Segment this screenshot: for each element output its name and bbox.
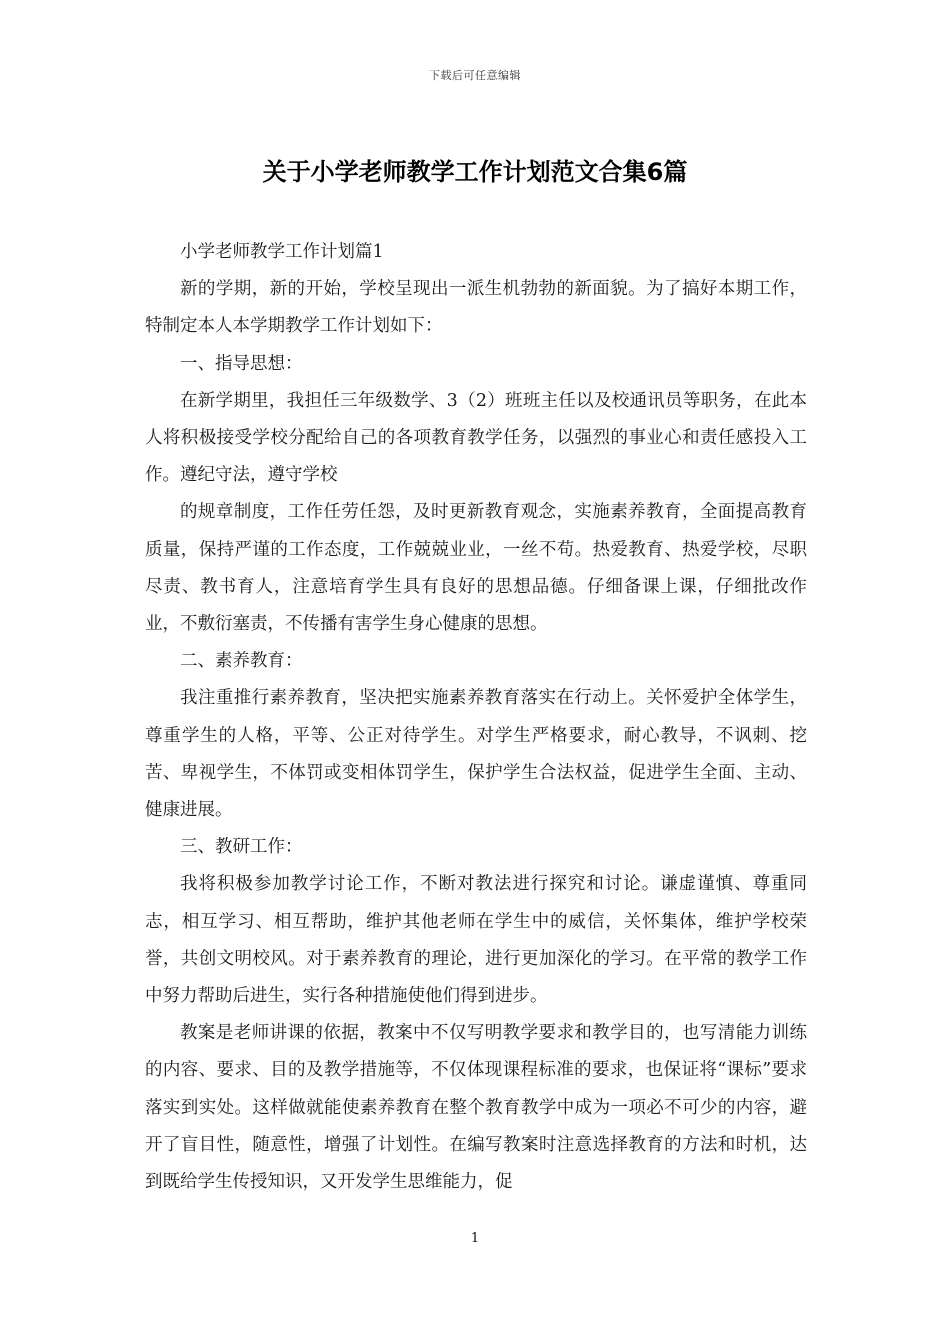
document-body — [145, 234, 807, 1201]
page-number: 1 — [470, 1231, 480, 1246]
section-heading-plan-1: 小学老师教学工作计划篇1 — [180, 242, 384, 262]
paragraph-lesson-plans: 教案是老师讲课的依据，教案中不仅写明教学要求和教学目的，也写清能力训练的内容、要求、目的及教学措施等，不仅体现课程标准的要求，也保证将“课标”要求落实到实处。这样做就能使素养教育在整个教育教学中成为一项必不可少的内容，避开了盲目性，随意性，增强了计划性。在编写教案时注意选择教育的方法和时机，达到既给学生传授知识，又开发学生思维能力，促 — [145, 1023, 807, 1193]
section-heading-quality-education: 二、素养教育： — [180, 651, 303, 672]
document-title: 关于小学老师教学工作计划范文合集6篇 — [262, 158, 688, 186]
section-heading-teaching-research: 三、教研工作： — [180, 837, 303, 858]
paragraph-intro: 新的学期，新的开始，学校呈现出一派生机勃勃的新面貌。为了搞好本期工作，特制定本人本学期教学工作计划如下： — [145, 279, 807, 337]
paragraph-guiding-ideology: 在新学期里，我担任三年级数学、3（2）班班主任以及校通讯员等职务，在此本人将积极接受学校分配给自己的各项教育教学任务，以强烈的事业心和责任感投入工作。遵纪守法，遵守学校 — [145, 390, 807, 486]
section-heading-guiding-ideology: 一、指导思想： — [180, 353, 303, 374]
paragraph-rules: 的规章制度，工作任劳任怨，及时更新教育观念，实施素养教育，全面提高教育质量，保持严谨的工作态度，工作兢兢业业，一丝不苟。热爱教育、热爱学校，尽职尽责、教书育人，注意培育学生具有良好的思想品德。仔细备课上课，仔细批改作业，不敷衍塞责，不传播有害学生身心健康的思想。 — [145, 502, 807, 635]
paragraph-teaching-research: 我将积极参加教学讨论工作，不断对教法进行探究和讨论。谦虚谨慎、尊重同志，相互学习、相互帮助，维护其他老师在学生中的威信，关怀集体，维护学校荣誉，共创文明校风。对于素养教育的理论，进行更加深化的学习。在平常的教学工作中努力帮助后进生，实行各种措施使他们得到进步。 — [145, 874, 807, 1007]
header-note: 下载后可任意编辑 — [429, 69, 521, 82]
paragraph-quality-education: 我注重推行素养教育，坚决把实施素养教育落实在行动上。关怀爱护全体学生，尊重学生的人格，平等、公正对待学生。对学生严格要求，耐心教导，不讽刺、挖苦、卑视学生，不体罚或变相体罚学生，保护学生合法权益，促进学生全面、主动、健康进展。 — [145, 688, 807, 821]
